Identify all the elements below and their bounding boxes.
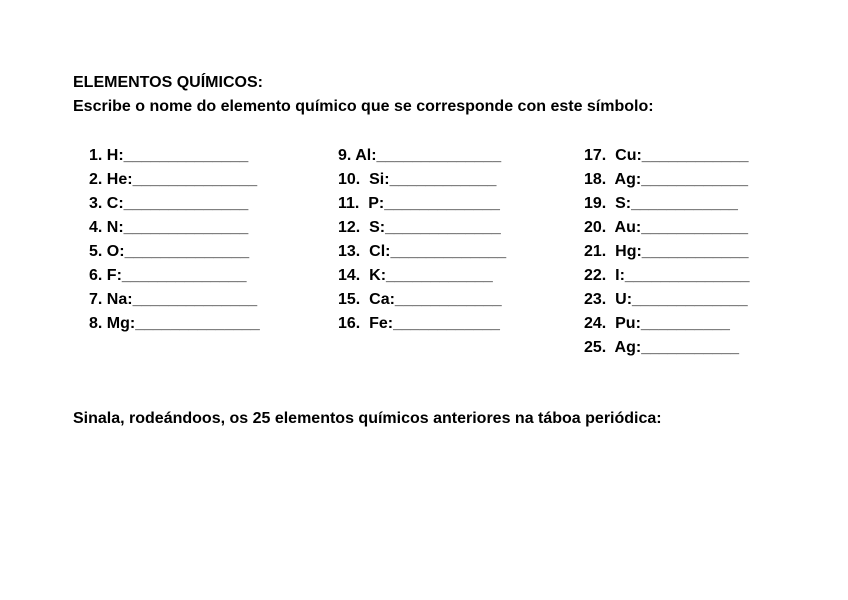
element-item-7: 7. Na:______________: [89, 291, 258, 308]
element-item-13: 13. Cl:_____________: [338, 243, 507, 260]
element-item-22: 22. I:______________: [584, 267, 750, 284]
element-item-20: 20. Au:____________: [584, 219, 748, 236]
element-item-12: 12. S:_____________: [338, 219, 501, 236]
element-item-10: 10. Si:____________: [338, 171, 497, 188]
element-item-8: 8. Mg:______________: [89, 315, 260, 332]
element-item-15: 15. Ca:____________: [338, 291, 502, 308]
element-item-19: 19. S:____________: [584, 195, 738, 212]
element-item-18: 18. Ag:____________: [584, 171, 748, 188]
element-column-3: [584, 146, 749, 362]
element-item-16: 16. Fe:____________: [338, 315, 500, 332]
worksheet-title: ELEMENTOS QUÍMICOS:: [73, 74, 263, 91]
element-column-1: [89, 146, 260, 338]
worksheet-instruction: Escribe o nome do elemento químico que se corresponde con este símbolo:: [73, 98, 654, 115]
element-item-14: 14. K:____________: [338, 267, 493, 284]
element-item-17: 17. Cu:____________: [584, 147, 749, 164]
element-item-24: 24. Pu:__________: [584, 315, 730, 332]
element-item-9: 9. Al:______________: [338, 147, 502, 164]
element-item-2: 2. He:______________: [89, 171, 258, 188]
element-item-3: 3. C:______________: [89, 195, 249, 212]
element-item-6: 6. F:______________: [89, 267, 247, 284]
element-item-5: 5. O:______________: [89, 243, 250, 260]
element-item-21: 21. Hg:____________: [584, 243, 749, 260]
element-item-11: 11. P:_____________: [338, 195, 500, 212]
element-item-4: 4. N:______________: [89, 219, 249, 236]
element-item-1: 1. H:______________: [89, 147, 249, 164]
element-item-25: 25. Ag:___________: [584, 339, 740, 356]
element-item-23: 23. U:_____________: [584, 291, 748, 308]
element-column-2: [338, 146, 506, 338]
periodic-table-instruction: Sinala, rodeándoos, os 25 elementos químicos anteriores na táboa periódica:: [73, 410, 662, 427]
